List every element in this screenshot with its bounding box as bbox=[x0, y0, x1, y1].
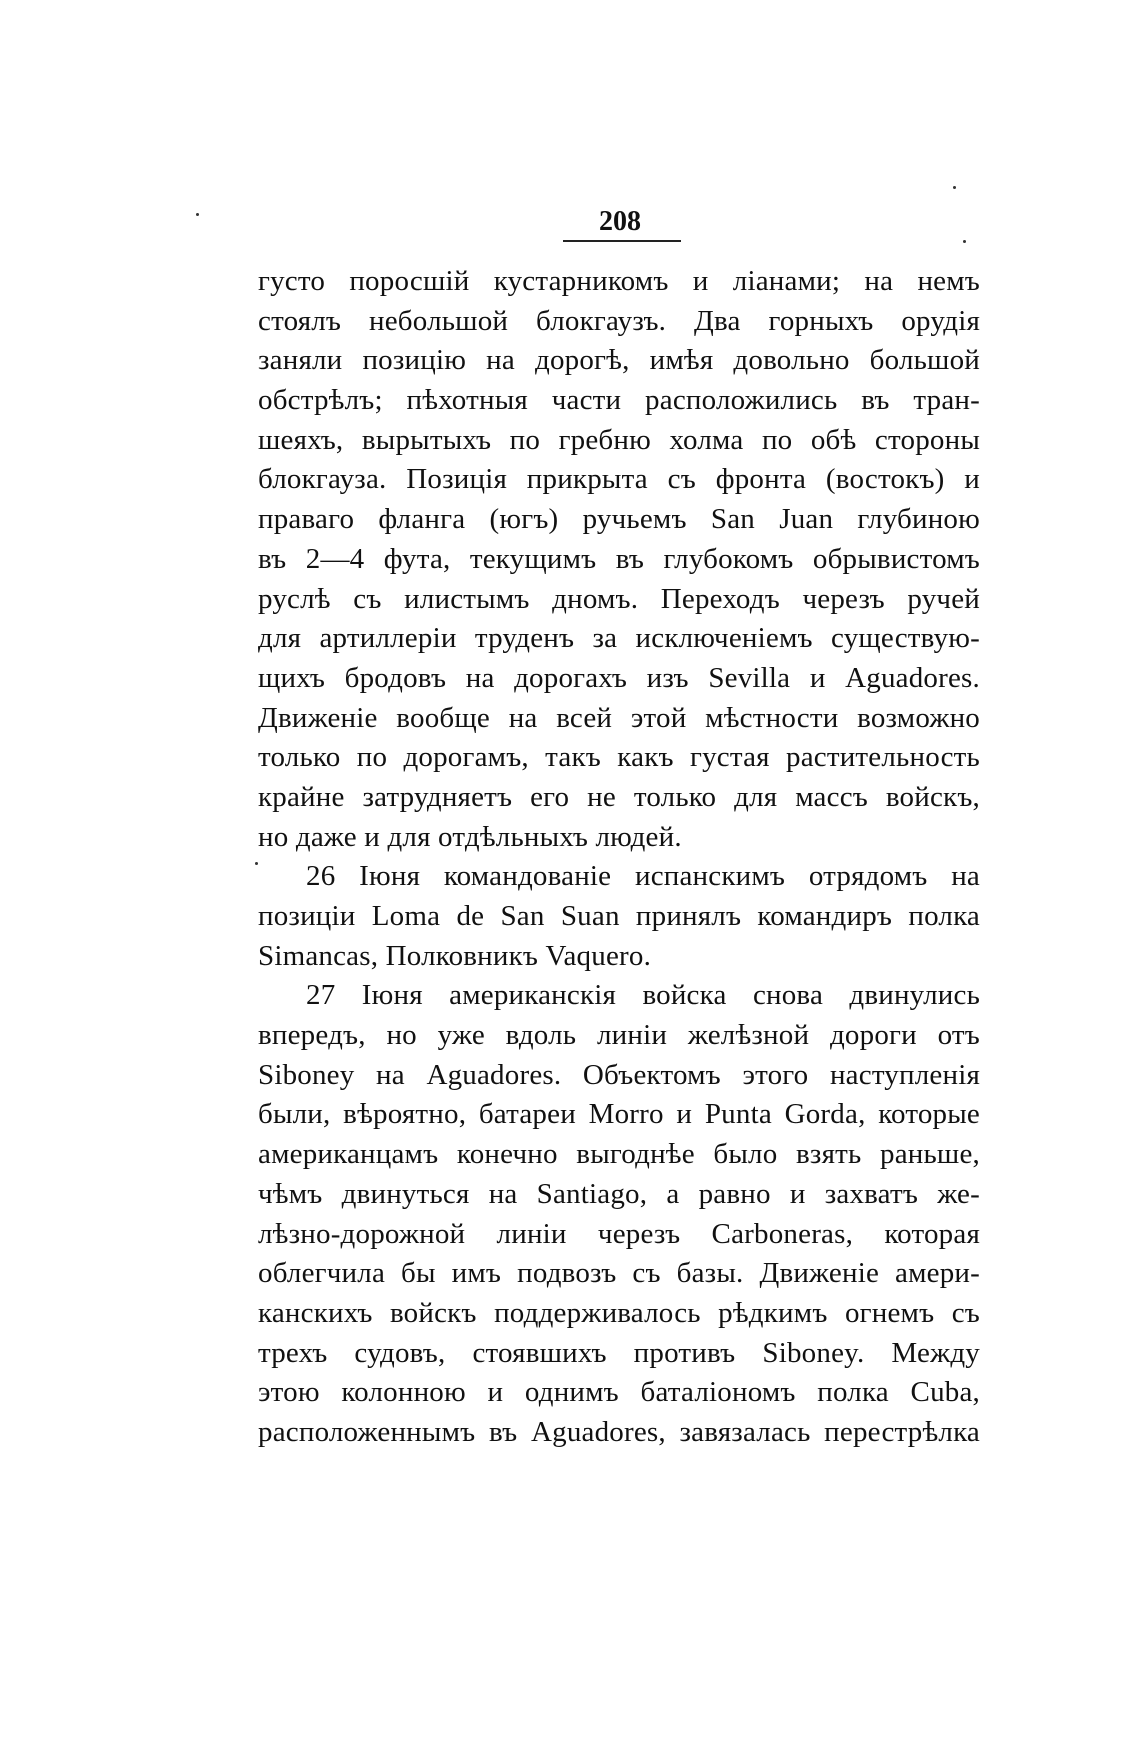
text-line: руслѣ съ илистымъ дномъ. Переходъ черезъ ручей bbox=[258, 582, 980, 615]
text-line: этою колонною и однимъ баталіономъ полка Cuba, bbox=[258, 1376, 980, 1409]
text-line: чѣмъ двинуться на Santiago, а равно и захватъ же- bbox=[258, 1177, 980, 1210]
text-line: только по дорогамъ, такъ какъ густая растительность bbox=[258, 741, 980, 774]
text-line: Siboney на Aguadores. Объектомъ этого наступленія bbox=[258, 1058, 980, 1091]
text-line: облегчила бы имъ подвозъ съ базы. Движеніе амери- bbox=[258, 1257, 980, 1290]
text-line: расположеннымъ въ Aguadores, завязалась перестрѣлка bbox=[258, 1415, 980, 1448]
text-line: стоялъ небольшой блокгаузъ. Два горныхъ орудія bbox=[258, 304, 980, 337]
text-line: трехъ судовъ, стоявшихъ противъ Siboney. Между bbox=[258, 1336, 980, 1369]
text-line: крайне затрудняетъ его не только для массъ войскъ, bbox=[258, 780, 980, 813]
text-line: обстрѣлъ; пѣхотныя части расположились въ тран- bbox=[258, 384, 980, 417]
scan-speck bbox=[953, 186, 956, 189]
text-line: впередъ, но уже вдоль линіи желѣзной дороги отъ bbox=[258, 1019, 980, 1052]
page-number-rule bbox=[563, 240, 681, 242]
text-line: но даже и для отдѣльныхъ людей. bbox=[258, 820, 682, 853]
text-line: шеяхъ, вырытыхъ по гребню холма по обѣ стороны bbox=[258, 423, 980, 456]
scan-speck bbox=[963, 240, 966, 243]
text-line: канскихъ войскъ поддерживалось рѣдкимъ огнемъ съ bbox=[258, 1296, 980, 1329]
body-text bbox=[258, 262, 980, 1453]
text-line: щихъ бродовъ на дорогахъ изъ Sevilla и Aguadores. bbox=[258, 661, 980, 694]
text-line: Simancas, Полковникъ Vaquero. bbox=[258, 939, 652, 972]
paragraph-start-line: 27 Іюня американскія войска снова двинулись bbox=[306, 979, 980, 1012]
text-line: позиціи Loma de San Suan принялъ командиръ полка bbox=[258, 900, 980, 932]
text-line: Движеніе вообще на всей этой мѣстности возможно bbox=[258, 701, 980, 734]
scan-speck bbox=[196, 213, 199, 216]
text-line: въ 2—4 фута, текущимъ въ глубокомъ обрывистомъ bbox=[258, 542, 980, 575]
text-line: для артиллеріи труденъ за исключеніемъ существую- bbox=[258, 622, 980, 655]
text-line: праваго фланга (югъ) ручьемъ San Juan глубиною bbox=[258, 503, 980, 536]
page-number: 208 bbox=[599, 206, 641, 237]
text-line: густо поросшій кустарникомъ и ліанами; на немъ bbox=[258, 265, 980, 297]
text-line: были, вѣроятно, батареи Morro и Punta Gorda, которые bbox=[258, 1098, 980, 1131]
text-line: блокгауза. Позиція прикрыта съ фронта (востокъ) и bbox=[258, 463, 980, 496]
text-line: заняли позицію на дорогѣ, имѣя довольно большой bbox=[258, 344, 980, 377]
text-line: американцамъ конечно выгоднѣе было взять раньше, bbox=[258, 1138, 980, 1171]
text-line: лѣзно-дорожной линіи черезъ Carboneras, которая bbox=[258, 1217, 980, 1250]
paragraph-start-line: 26 Іюня командованіе испанскимъ отрядомъ на bbox=[306, 860, 980, 893]
